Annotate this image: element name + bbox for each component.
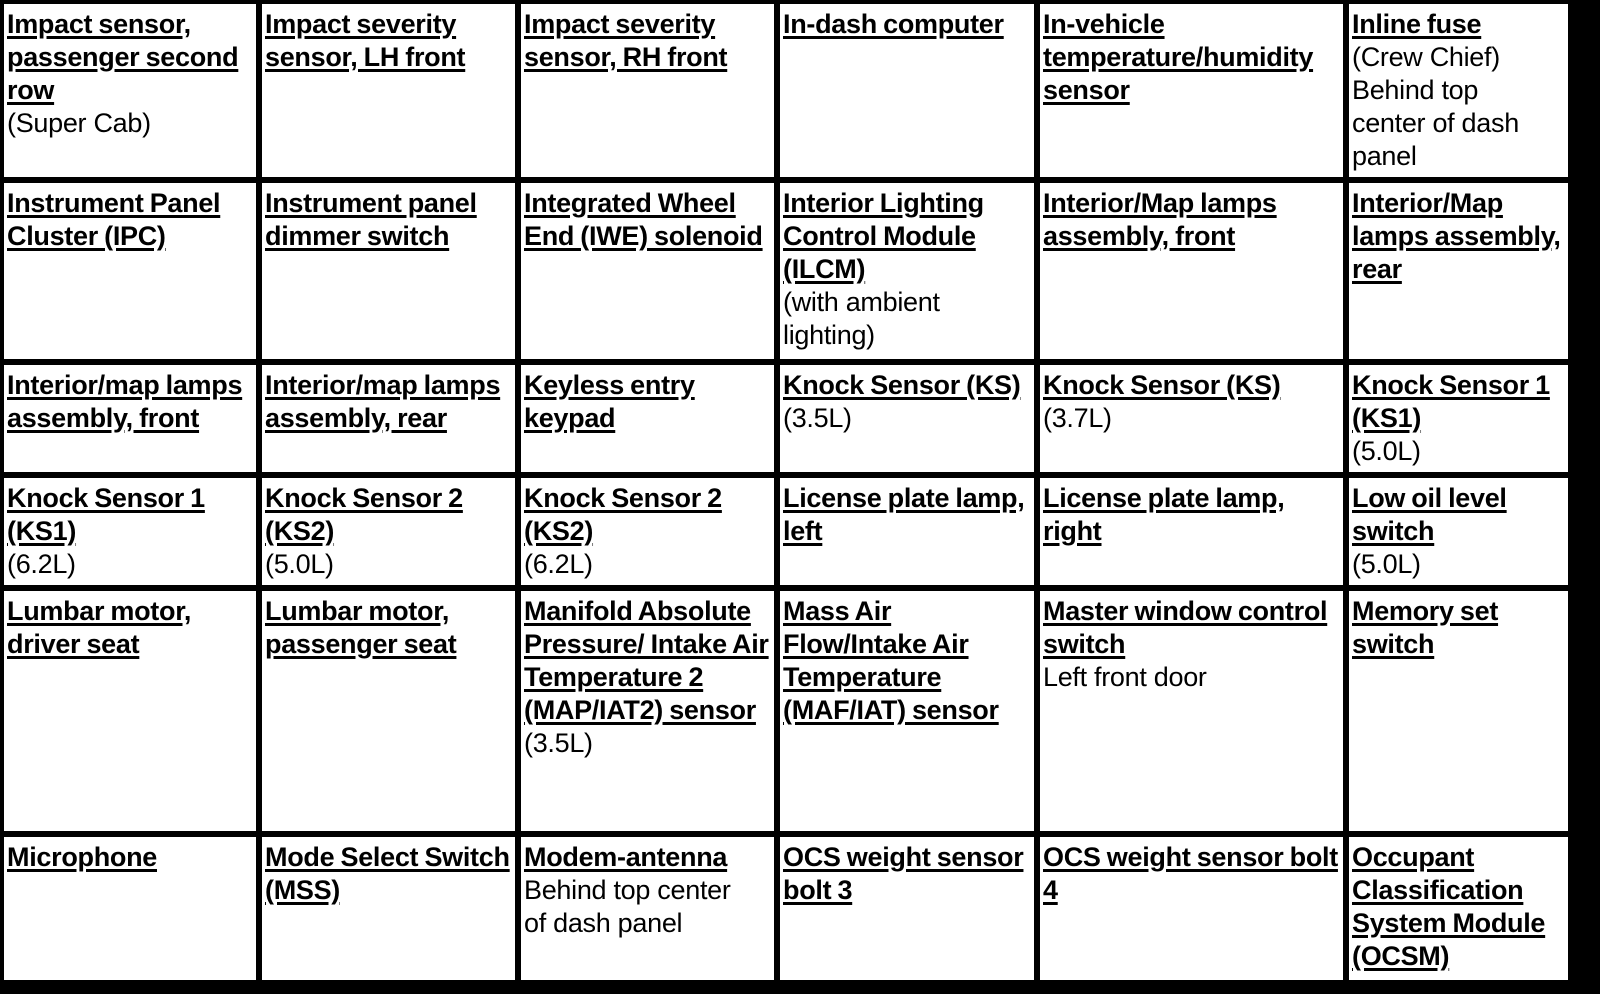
- component-link[interactable]: Master window control switch: [1043, 596, 1328, 659]
- table-cell: [779, 836, 1035, 981]
- table-cell: [520, 836, 775, 981]
- component-link[interactable]: In-dash computer: [783, 9, 1004, 39]
- table-cell: [520, 364, 775, 473]
- table-cell: [1039, 836, 1344, 981]
- component-link[interactable]: Inline fuse: [1352, 9, 1482, 39]
- component-location-note: (with ambient lighting): [783, 287, 940, 350]
- component-link[interactable]: Lumbar motor, passenger seat: [265, 596, 457, 659]
- component-link[interactable]: License plate lamp, left: [783, 483, 1025, 546]
- component-link[interactable]: Interior/Map lamps assembly, rear: [1352, 188, 1561, 284]
- component-link[interactable]: Instrument panel dimmer switch: [265, 188, 477, 251]
- table-cell: [261, 364, 516, 473]
- component-link[interactable]: Knock Sensor 2 (KS2): [265, 483, 463, 546]
- table-cell: [1039, 3, 1344, 178]
- component-link[interactable]: Interior/map lamps assembly, front: [7, 370, 243, 433]
- component-link[interactable]: Knock Sensor 1 (KS1): [7, 483, 205, 546]
- component-location-note: (5.0L): [265, 549, 334, 579]
- table-cell: [3, 364, 257, 473]
- component-link[interactable]: Manifold Absolute Pressure/ Intake Air Temperature 2 (MAP/IAT2) sensor: [524, 596, 769, 725]
- table-cell: [261, 836, 516, 981]
- table-cell: [3, 836, 257, 981]
- table-cell: [1348, 182, 1569, 360]
- table-cell: [261, 590, 516, 832]
- component-location-note: Behind top center of dash panel: [524, 875, 731, 938]
- table-cell: [3, 3, 257, 178]
- component-link[interactable]: Impact sensor, passenger second row: [7, 9, 239, 105]
- component-link[interactable]: Knock Sensor (KS): [1043, 370, 1281, 400]
- component-location-note: (3.5L): [783, 403, 852, 433]
- table-cell: [520, 3, 775, 178]
- table-cell: [1348, 3, 1569, 178]
- component-link[interactable]: Integrated Wheel End (IWE) solenoid: [524, 188, 763, 251]
- table-cell: [1039, 477, 1344, 586]
- component-link[interactable]: Interior Lighting Control Module (ILCM): [783, 188, 984, 284]
- component-link[interactable]: Microphone: [7, 842, 157, 872]
- table-cell: [779, 3, 1035, 178]
- component-link[interactable]: Mass Air Flow/Intake Air Temperature (MAF/IAT) sensor: [783, 596, 999, 725]
- component-location-note: (5.0L): [1352, 436, 1421, 466]
- table-cell: [1348, 364, 1569, 473]
- component-location-note: (3.7L): [1043, 403, 1112, 433]
- component-location-note: (6.2L): [7, 549, 76, 579]
- table-cell: [1039, 182, 1344, 360]
- component-link[interactable]: Impact severity sensor, RH front: [524, 9, 728, 72]
- table-cell: [779, 477, 1035, 586]
- component-link[interactable]: Knock Sensor (KS): [783, 370, 1021, 400]
- table-cell: [779, 364, 1035, 473]
- table-cell: [520, 590, 775, 832]
- component-location-note: (6.2L): [524, 549, 593, 579]
- component-location-note: (3.5L): [524, 728, 593, 758]
- table-cell: [1348, 477, 1569, 586]
- component-link[interactable]: Low oil level switch: [1352, 483, 1507, 546]
- component-link[interactable]: Modem-antenna: [524, 842, 728, 872]
- component-location-note: Left front door: [1043, 662, 1207, 692]
- table-cell: [520, 477, 775, 586]
- table-cell: [1039, 364, 1344, 473]
- table-cell: [779, 590, 1035, 832]
- component-location-note: (5.0L): [1352, 549, 1421, 579]
- component-link[interactable]: License plate lamp, right: [1043, 483, 1285, 546]
- table-cell: [261, 3, 516, 178]
- component-link[interactable]: Memory set switch: [1352, 596, 1499, 659]
- table-cell: [779, 182, 1035, 360]
- component-link[interactable]: Mode Select Switch (MSS): [265, 842, 510, 905]
- component-link[interactable]: OCS weight sensor bolt 3: [783, 842, 1024, 905]
- component-link[interactable]: Interior/Map lamps assembly, front: [1043, 188, 1277, 251]
- table-cell: [1348, 590, 1569, 832]
- component-location-note: (Crew Chief) Behind top center of dash panel: [1352, 42, 1519, 171]
- table-cell: [3, 182, 257, 360]
- component-link[interactable]: Interior/map lamps assembly, rear: [265, 370, 501, 433]
- component-link[interactable]: Lumbar motor, driver seat: [7, 596, 192, 659]
- component-link[interactable]: In-vehicle temperature/humidity sensor: [1043, 9, 1314, 105]
- component-link[interactable]: Occupant Classification System Module (OCSM): [1352, 842, 1546, 971]
- component-link[interactable]: Knock Sensor 1 (KS1): [1352, 370, 1550, 433]
- table-cell: [3, 477, 257, 586]
- component-link[interactable]: Knock Sensor 2 (KS2): [524, 483, 722, 546]
- component-link[interactable]: Instrument Panel Cluster (IPC): [7, 188, 221, 251]
- table-cell: [1039, 590, 1344, 832]
- component-link[interactable]: Keyless entry keypad: [524, 370, 695, 433]
- table-cell: [520, 182, 775, 360]
- component-link[interactable]: OCS weight sensor bolt 4: [1043, 842, 1338, 905]
- table-cell: [261, 182, 516, 360]
- table-cell: [3, 590, 257, 832]
- component-location-note: (Super Cab): [7, 108, 151, 138]
- table-cell: [1348, 836, 1569, 981]
- component-link[interactable]: Impact severity sensor, LH front: [265, 9, 466, 72]
- table-cell: [261, 477, 516, 586]
